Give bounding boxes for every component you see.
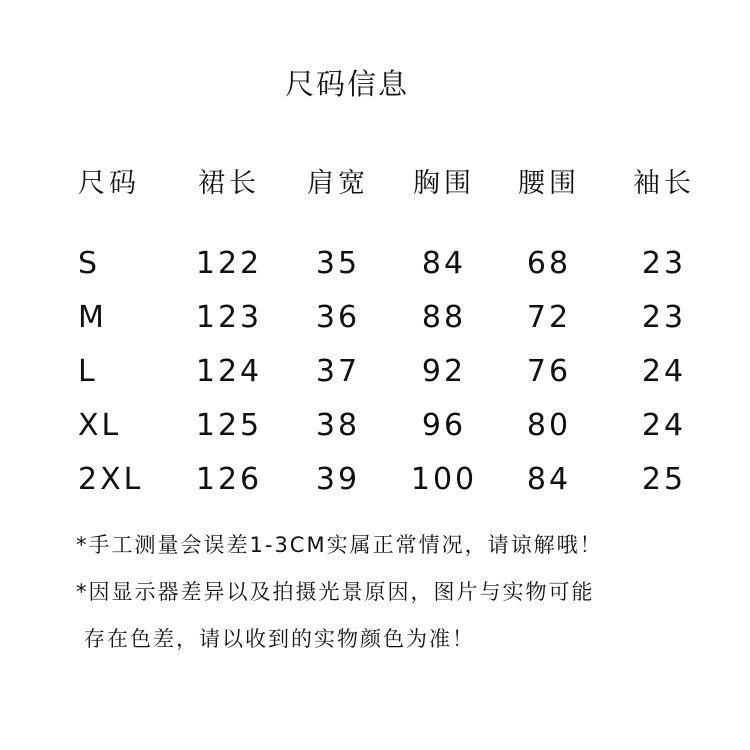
cell-shoulder-width: 37 bbox=[315, 353, 361, 389]
cell-sleeve-length: 23 bbox=[641, 245, 687, 281]
cell-shoulder-width: 36 bbox=[315, 299, 361, 335]
table-row bbox=[60, 398, 726, 452]
note-color-difference: *因显示器差异以及拍摄光景原因，图片与实物可能 bbox=[76, 580, 595, 604]
cell-dress-length: 123 bbox=[195, 299, 263, 335]
cell-bust: 92 bbox=[421, 353, 467, 389]
cell-sleeve-length: 23 bbox=[641, 299, 687, 335]
cell-size: S bbox=[78, 245, 101, 281]
cell-sleeve-length: 25 bbox=[641, 461, 687, 497]
cell-waist: 76 bbox=[526, 353, 572, 389]
table-header-row bbox=[60, 152, 726, 236]
header-dress-length: 裙长 bbox=[198, 167, 260, 199]
header-shoulder-width: 肩宽 bbox=[307, 167, 369, 199]
cell-sleeve-length: 24 bbox=[641, 353, 687, 389]
cell-waist: 68 bbox=[526, 245, 572, 281]
cell-shoulder-width: 38 bbox=[315, 407, 361, 443]
header-waist: 腰围 bbox=[518, 167, 580, 199]
cell-shoulder-width: 39 bbox=[315, 461, 361, 497]
table-row bbox=[60, 290, 726, 344]
cell-dress-length: 126 bbox=[195, 461, 263, 497]
table-row bbox=[60, 344, 726, 398]
cell-shoulder-width: 35 bbox=[315, 245, 361, 281]
size-chart-table bbox=[60, 152, 726, 506]
page-title: 尺码信息 bbox=[284, 67, 409, 101]
cell-dress-length: 122 bbox=[195, 245, 263, 281]
cell-dress-length: 125 bbox=[195, 407, 263, 443]
note-measurement-error: *手工测量会误差1-3CM实属正常情况，请谅解哦！ bbox=[76, 533, 603, 557]
cell-waist: 84 bbox=[526, 461, 572, 497]
cell-waist: 72 bbox=[526, 299, 572, 335]
cell-waist: 80 bbox=[526, 407, 572, 443]
table-row bbox=[60, 452, 726, 506]
cell-bust: 84 bbox=[421, 245, 467, 281]
header-size: 尺码 bbox=[78, 167, 140, 199]
cell-sleeve-length: 24 bbox=[641, 407, 687, 443]
cell-size: XL bbox=[78, 407, 122, 443]
measurement-notes bbox=[76, 522, 696, 663]
note-color-difference-continued: 存在色差，请以收到的实物颜色为准！ bbox=[84, 627, 475, 651]
header-bust: 胸围 bbox=[413, 167, 475, 199]
cell-bust: 96 bbox=[421, 407, 467, 443]
cell-dress-length: 124 bbox=[195, 353, 263, 389]
cell-size: 2XL bbox=[78, 461, 144, 497]
cell-bust: 100 bbox=[410, 461, 478, 497]
cell-bust: 88 bbox=[421, 299, 467, 335]
cell-size: L bbox=[78, 353, 98, 389]
table-row bbox=[60, 236, 726, 290]
header-sleeve-length: 袖长 bbox=[633, 167, 695, 199]
cell-size: M bbox=[78, 299, 107, 335]
